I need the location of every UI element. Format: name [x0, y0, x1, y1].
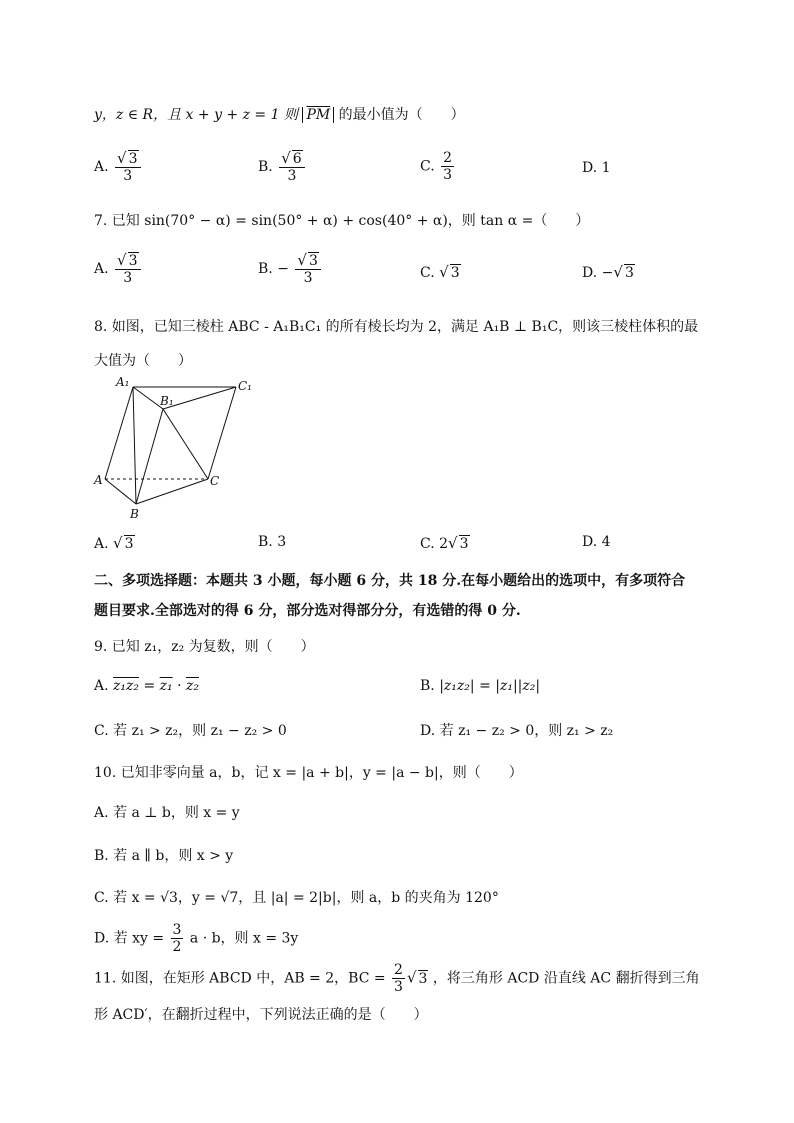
q6-option-d: D. 1 — [582, 160, 611, 176]
q10-option-a: A. 若 a ⊥ b，则 x = y — [94, 805, 240, 821]
q8-option-a: A. √ 3 — [94, 534, 134, 552]
section2-heading-line1: 二、多项选择题：本题共 3 小题，每小题 6 分，共 18 分.在每小题给出的选项中，有多项符合 — [94, 573, 686, 589]
q6-text-a: y，z ∈ R，且 x + y + z = 1 则 — [94, 107, 298, 123]
q7-option-a: A. $\frac{√ 3}{3}$ — [94, 252, 143, 286]
q9-option-d: D. 若 z₁ − z₂ > 0，则 z₁ > z₂ — [420, 723, 614, 739]
label-c: C — [210, 474, 220, 488]
q7-option-b: B. − $\frac{√ 3}{3}$ — [258, 252, 323, 286]
prism-figure — [90, 372, 260, 522]
label-c1: C₁ — [238, 379, 252, 393]
q8-stem-line1: 8. 如图，已知三棱柱 ABC - A₁B₁C₁ 的所有棱长均为 2，满足 A₁B ⊥ B₁C，则该三棱柱体积的最 — [94, 319, 699, 335]
q6-option-b: B. $\frac{√ 6}{3}$ — [258, 150, 307, 184]
label-a1: A₁ — [116, 375, 130, 389]
q6-vector-pm: $\overline{PM}$ — [302, 107, 334, 123]
q8-stem-line2: 大值为（ ） — [94, 353, 192, 369]
q6-text-b: 的最小值为（ ） — [338, 107, 465, 123]
q7-stem: 7. 已知 sin(70° − α) = sin(50° + α) + cos(40° + α)，则 tan α =（ ） — [94, 213, 590, 229]
q6-option-c: C. $\frac{2}{3}$ — [420, 150, 453, 184]
q11-stem-line1: 11. 如图，在矩形 ABCD 中，AB = 2，BC = $\frac{2}{3}$ √ 3 ，将三角形 ACD 沿直线 AC 翻折得到三角 — [94, 962, 700, 996]
label-a: A — [94, 473, 103, 487]
q11-stem-line2: 形 ACD′，在翻折过程中，下列说法正确的是（ ） — [94, 1007, 428, 1023]
q9-option-a: A. z₁z₂ = z₁ · z₂ — [94, 678, 199, 694]
section2-heading-line2: 题目要求.全部选对的得 6 分，部分选对得部分分，有选错的得 0 分. — [94, 603, 521, 619]
q8-option-d: D. 4 — [582, 534, 611, 550]
q9-stem: 9. 已知 z₁，z₂ 为复数，则（ ） — [94, 639, 315, 655]
label-b: B — [130, 507, 139, 521]
q6-stem — [94, 104, 465, 124]
q7-option-c: C. √ 3 — [420, 263, 460, 281]
label-b1: B₁ — [160, 394, 174, 408]
q9-option-b: B. |z₁z₂| = |z₁||z₂| — [420, 678, 541, 694]
q8-option-c: C. 2√ 3 — [420, 534, 469, 552]
q6-option-a: A. $\frac{√ 3}{3}$ — [94, 150, 143, 184]
q7-option-d: D. −√ 3 — [582, 263, 634, 281]
q10-option-c: C. 若 x = √3，y = √7，且 |a| = 2|b|，则 a，b 的夹角为 120° — [94, 890, 499, 906]
q10-stem: 10. 已知非零向量 a，b，记 x = |a + b|，y = |a − b|，则（ ） — [94, 765, 523, 781]
q8-option-b: B. 3 — [258, 534, 287, 550]
q9-option-c: C. 若 z₁ > z₂，则 z₁ − z₂ > 0 — [94, 723, 287, 739]
q10-option-d: D. 若 xy = $\frac{3}{2}$ a · b，则 x = 3y — [94, 922, 299, 956]
q10-option-b: B. 若 a ∥ b，则 x > y — [94, 848, 234, 864]
